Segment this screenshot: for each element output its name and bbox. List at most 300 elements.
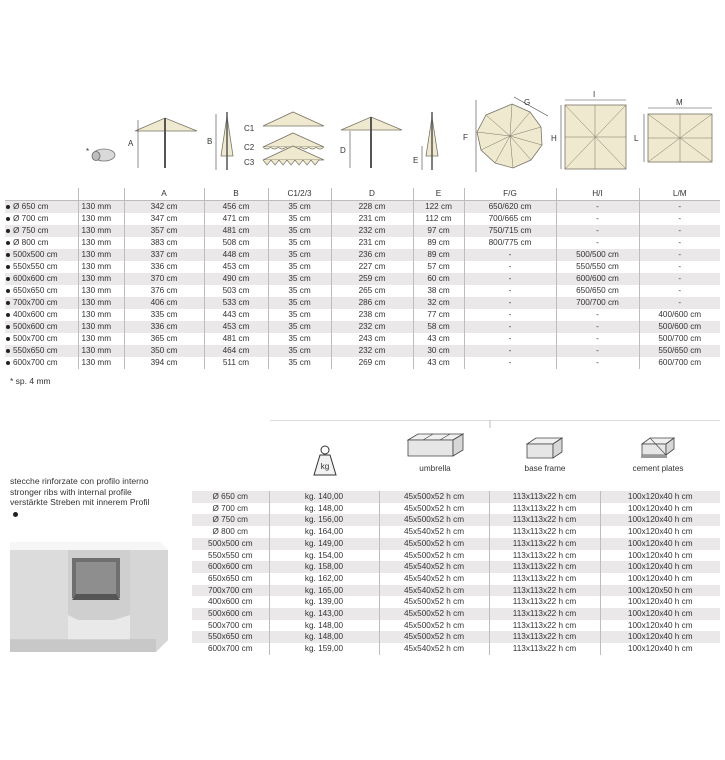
- cell-d: 232 cm: [331, 321, 413, 333]
- cell-model: [5, 237, 78, 249]
- cell-model: [5, 297, 78, 309]
- cell-umbrella-box: 45x500x52 h cm: [379, 631, 489, 643]
- model-label: 600x700 cm: [13, 358, 58, 367]
- col-header: [5, 188, 78, 201]
- cell-base-frame-box: 113x113x22 h cm: [489, 561, 600, 573]
- cell-cement-plates-box: 100x120x40 h cm: [600, 643, 720, 655]
- dimensions-row: [5, 225, 720, 237]
- dimensions-row: [5, 357, 720, 369]
- cell-c: 35 cm: [268, 273, 331, 285]
- cell-a: 370 cm: [124, 273, 204, 285]
- cell-fg: -: [464, 357, 556, 369]
- cell-umbrella-box: 45x500x52 h cm: [379, 596, 489, 608]
- cell-cement-plates-box: 100x120x40 h cm: [600, 538, 720, 550]
- col-header-fg: F/G: [464, 188, 556, 201]
- dimensions-header-row: [5, 188, 720, 201]
- cell-model: [5, 309, 78, 321]
- cell-c: 35 cm: [268, 261, 331, 273]
- cell-weight: kg. 148,00: [269, 503, 379, 515]
- col-header-c: C1/2/3: [268, 188, 331, 201]
- label-e: E: [413, 156, 419, 165]
- cell-d: 231 cm: [331, 237, 413, 249]
- star-note-label: *: [86, 147, 90, 156]
- cell-weight: kg. 165,00: [269, 585, 379, 597]
- cell-rib: 130 mm: [78, 297, 124, 309]
- model-label: Ø 750 cm: [13, 226, 49, 235]
- model-label: Ø 650 cm: [13, 202, 49, 211]
- cell-weight: kg. 148,00: [269, 631, 379, 643]
- cell-d: 236 cm: [331, 249, 413, 261]
- cell-model: Ø 800 cm: [212, 527, 248, 537]
- cell-c: 35 cm: [268, 321, 331, 333]
- cell-c: 35 cm: [268, 345, 331, 357]
- packaging-row: [192, 514, 720, 526]
- dimensions-row: [5, 309, 720, 321]
- cell-model: Ø 750 cm: [192, 514, 269, 526]
- cement-plates-pallet-icon: [633, 438, 684, 473]
- cell-fg: -: [464, 333, 556, 345]
- cell-a: 406 cm: [124, 297, 204, 309]
- cell-d: 231 cm: [331, 213, 413, 225]
- cell-weight: kg. 148,00: [269, 620, 379, 632]
- square-canopy-topview-diagram: [551, 90, 626, 169]
- cell-base-frame-box: 113x113x22 h cm: [489, 643, 600, 655]
- cell-b: 481 cm: [204, 333, 268, 345]
- cell-lm: -: [639, 237, 720, 249]
- cell-base-frame-box: 113x113x22 h cm: [489, 608, 600, 620]
- bullet-icon: [6, 241, 10, 245]
- cell-base-frame-box: 113x113x22 h cm: [489, 585, 600, 597]
- cell-lm: -: [639, 225, 720, 237]
- cell-hi: -: [556, 321, 639, 333]
- cell-umbrella-box: 45x540x52 h cm: [379, 561, 489, 573]
- packaging-row: [192, 503, 720, 515]
- cell-base-frame-box: 113x113x22 h cm: [489, 538, 600, 550]
- cell-c: 35 cm: [268, 333, 331, 345]
- cell-d: 265 cm: [331, 285, 413, 297]
- cell-cement-plates-box: 100x120x40 h cm: [600, 620, 720, 632]
- cell-d: 238 cm: [331, 309, 413, 321]
- cell-rib: 130 mm: [78, 357, 124, 369]
- packaging-row: [192, 631, 720, 643]
- cell-lm: 500/700 cm: [639, 333, 720, 345]
- cell-model: [5, 333, 78, 345]
- model-label: 500x700 cm: [13, 334, 58, 343]
- cell-cement-plates-box: 100x120x50 h cm: [600, 585, 720, 597]
- cell-hi: -: [556, 237, 639, 249]
- cell-model: [5, 321, 78, 333]
- packaging-row: [192, 538, 720, 550]
- cell-rib: 130 mm: [78, 285, 124, 297]
- cell-lm: -: [639, 249, 720, 261]
- label-g: G: [524, 98, 531, 107]
- cell-lm: -: [639, 297, 720, 309]
- cell-fg: 650/620 cm: [464, 201, 556, 214]
- cell-cement-plates-box: 100x120x40 h cm: [600, 550, 720, 562]
- cell-fg: -: [464, 249, 556, 261]
- packaging-row: [192, 620, 720, 632]
- cell-model: [5, 249, 78, 261]
- cell-a: 336 cm: [124, 321, 204, 333]
- cell-model: [5, 213, 78, 225]
- bullet-icon: [13, 512, 18, 517]
- cell-c: 35 cm: [268, 285, 331, 297]
- cell-b: 453 cm: [204, 321, 268, 333]
- cell-b: 448 cm: [204, 249, 268, 261]
- cell-rib: 130 mm: [78, 249, 124, 261]
- cell-cement-plates-box: 100x120x40 h cm: [600, 608, 720, 620]
- cell-model: [5, 285, 78, 297]
- cell-model: Ø 700 cm: [212, 503, 248, 513]
- cell-umbrella-box: 45x540x52 h cm: [379, 573, 489, 585]
- cell-rib: 130 mm: [78, 309, 124, 321]
- cell-umbrella-box: 45x500x52 h cm: [379, 608, 489, 620]
- cell-fg: -: [464, 273, 556, 285]
- cell-a: 335 cm: [124, 309, 204, 321]
- base-frame-label: base frame: [524, 464, 566, 473]
- cell-base-frame-box: 113x113x22 h cm: [489, 620, 600, 632]
- cell-c: 35 cm: [268, 297, 331, 309]
- valance-diagrams-c: [244, 112, 324, 167]
- label-b: B: [207, 137, 213, 146]
- cell-umbrella-box: 45x500x52 h cm: [379, 550, 489, 562]
- cell-fg: 700/665 cm: [464, 213, 556, 225]
- bullet-icon: [6, 337, 10, 341]
- cell-a: 365 cm: [124, 333, 204, 345]
- col-header-d: D: [331, 188, 413, 201]
- umbrella-box-icon: [408, 434, 463, 473]
- model-label: Ø 800 cm: [13, 238, 49, 247]
- packaging-row: [192, 573, 720, 585]
- cell-a: 383 cm: [124, 237, 204, 249]
- rib-detail-icon: [86, 147, 115, 161]
- cell-hi: 550/550 cm: [556, 261, 639, 273]
- cell-c: 35 cm: [268, 309, 331, 321]
- cell-cement-plates-box: 100x120x40 h cm: [600, 596, 720, 608]
- cell-cement-plates-box: 100x120x40 h cm: [600, 526, 720, 538]
- label-c2: C2: [244, 143, 255, 152]
- cell-umbrella-box: 45x500x52 h cm: [379, 503, 489, 515]
- cell-fg: -: [464, 285, 556, 297]
- umbrella-dimension-diagrams: [0, 0, 725, 175]
- cell-rib: 130 mm: [78, 213, 124, 225]
- cell-weight: kg. 139,00: [269, 596, 379, 608]
- bullet-icon: [6, 229, 10, 233]
- cell-c: 35 cm: [268, 213, 331, 225]
- cell-model: [5, 201, 78, 214]
- cell-hi: -: [556, 345, 639, 357]
- bullet-icon: [6, 289, 10, 293]
- cell-hi: -: [556, 333, 639, 345]
- label-i: I: [593, 90, 596, 99]
- cell-e: 122 cm: [413, 201, 464, 214]
- cell-base-frame-box: 113x113x22 h cm: [489, 573, 600, 585]
- bullet-icon: [6, 217, 10, 221]
- umbrella-label: umbrella: [419, 464, 451, 473]
- packaging-row: [192, 643, 720, 655]
- cell-rib: 130 mm: [78, 237, 124, 249]
- cell-base-frame-box: 113x113x22 h cm: [489, 631, 600, 643]
- cell-model: 600x600 cm: [192, 561, 269, 573]
- label-d: D: [340, 146, 346, 155]
- cell-c: 35 cm: [268, 237, 331, 249]
- cell-umbrella-box: 45x540x52 h cm: [379, 643, 489, 655]
- model-label: Ø 700 cm: [13, 214, 49, 223]
- model-label: 650x650 cm: [13, 286, 58, 295]
- cell-cement-plates-box: 100x120x40 h cm: [600, 573, 720, 585]
- rib-profile-image: [10, 520, 168, 665]
- model-label: 500x600 cm: [13, 322, 58, 331]
- dimensions-row: [5, 345, 720, 357]
- cell-fg: -: [464, 297, 556, 309]
- cell-lm: 550/650 cm: [639, 345, 720, 357]
- label-f: F: [463, 133, 468, 142]
- cell-e: 112 cm: [413, 213, 464, 225]
- cell-d: 227 cm: [331, 261, 413, 273]
- cell-weight: kg. 140,00: [269, 491, 379, 503]
- cell-cement-plates-box: 100x120x40 h cm: [600, 491, 720, 503]
- cell-rib: 130 mm: [78, 321, 124, 333]
- umbrella-side-diagram-d: [340, 117, 402, 168]
- cell-a: 347 cm: [124, 213, 204, 225]
- cell-fg: -: [464, 261, 556, 273]
- cell-weight: kg. 164,00: [269, 526, 379, 538]
- cell-weight: kg. 149,00: [269, 538, 379, 550]
- cell-e: 38 cm: [413, 285, 464, 297]
- cell-cement-plates-box: 100x120x40 h cm: [600, 631, 720, 643]
- cell-a: 376 cm: [124, 285, 204, 297]
- cell-e: 32 cm: [413, 297, 464, 309]
- bullet-icon: [6, 277, 10, 281]
- model-label: 400x600 cm: [13, 310, 58, 319]
- label-m: M: [676, 98, 683, 107]
- cell-fg: -: [464, 321, 556, 333]
- bullet-icon: [6, 301, 10, 305]
- cell-model: [5, 225, 78, 237]
- umbrella-side-diagram-a: [128, 118, 197, 168]
- cell-rib: 130 mm: [78, 345, 124, 357]
- cell-model: 550x650 cm: [192, 631, 269, 643]
- footnote: * sp. 4 mm: [10, 376, 51, 386]
- bullet-icon: [6, 313, 10, 317]
- cell-b: 503 cm: [204, 285, 268, 297]
- col-header: [78, 188, 124, 201]
- umbrella-closed-diagram-e: [413, 112, 438, 170]
- packaging-row: [192, 585, 720, 597]
- cell-weight: kg. 154,00: [269, 550, 379, 562]
- cell-base-frame-box: 113x113x22 h cm: [489, 550, 600, 562]
- cell-umbrella-box: 45x500x52 h cm: [379, 491, 489, 503]
- model-label: 550x550 cm: [13, 262, 58, 271]
- cell-e: 43 cm: [413, 357, 464, 369]
- cell-weight: kg. 159,00: [269, 643, 379, 655]
- cell-d: 232 cm: [331, 345, 413, 357]
- weight-icon-label: kg: [320, 462, 330, 471]
- ribs-note-line: stronger ribs with internal profile: [10, 486, 132, 497]
- cell-lm: -: [639, 285, 720, 297]
- cell-hi: 500/500 cm: [556, 249, 639, 261]
- cell-d: 232 cm: [331, 225, 413, 237]
- dimensions-row: [5, 333, 720, 345]
- cell-hi: -: [556, 225, 639, 237]
- cell-weight: kg. 156,00: [269, 514, 379, 526]
- cell-hi: 650/650 cm: [556, 285, 639, 297]
- dimensions-row: [5, 237, 720, 249]
- cell-d: 243 cm: [331, 333, 413, 345]
- cell-model: Ø 650 cm: [192, 491, 269, 503]
- bullet-icon: [6, 325, 10, 329]
- umbrella-closed-diagram-b: [207, 112, 233, 170]
- cell-weight: kg. 162,00: [269, 573, 379, 585]
- packaging-row: [192, 596, 720, 608]
- cell-cement-plates-box: 100x120x40 h cm: [600, 561, 720, 573]
- cell-hi: -: [556, 357, 639, 369]
- dimensions-row: [5, 273, 720, 285]
- cell-e: 43 cm: [413, 333, 464, 345]
- dimensions-row: [5, 213, 720, 225]
- dimensions-row: [5, 297, 720, 309]
- model-label: 700x700 cm: [13, 298, 58, 307]
- cell-b: 533 cm: [204, 297, 268, 309]
- cell-umbrella-box: 45x500x52 h cm: [379, 620, 489, 632]
- cell-umbrella-box: 45x540x52 h cm: [379, 585, 489, 597]
- col-header-e: E: [413, 188, 464, 201]
- cell-model: 400x600 cm: [207, 597, 253, 607]
- cell-d: 286 cm: [331, 297, 413, 309]
- cell-weight: kg. 158,00: [269, 561, 379, 573]
- cell-lm: -: [639, 201, 720, 214]
- packaging-row: [192, 526, 720, 538]
- cell-weight: kg. 143,00: [269, 608, 379, 620]
- cell-b: 481 cm: [204, 225, 268, 237]
- cell-d: 259 cm: [331, 273, 413, 285]
- ribs-note: [10, 476, 149, 508]
- cell-rib: 130 mm: [78, 225, 124, 237]
- label-l: L: [634, 134, 639, 143]
- packaging-row: [192, 561, 720, 573]
- cell-a: 336 cm: [124, 261, 204, 273]
- bullet-icon: [6, 349, 10, 353]
- bullet-icon: [6, 361, 10, 365]
- packaging-table: [192, 491, 720, 655]
- cell-e: 89 cm: [413, 249, 464, 261]
- cell-hi: 700/700 cm: [556, 297, 639, 309]
- dimensions-table: [5, 188, 720, 369]
- cell-b: 456 cm: [204, 201, 268, 214]
- cell-rib: 130 mm: [78, 201, 124, 214]
- cell-hi: -: [556, 201, 639, 214]
- cell-cement-plates-box: 100x120x40 h cm: [600, 514, 720, 526]
- bullet-icon: [6, 205, 10, 209]
- cell-model: [5, 273, 78, 285]
- cell-lm: 500/600 cm: [639, 321, 720, 333]
- cell-e: 30 cm: [413, 345, 464, 357]
- packaging-row: [192, 608, 720, 620]
- packaging-row: [192, 550, 720, 562]
- cell-lm: -: [639, 213, 720, 225]
- dimensions-row: [5, 201, 720, 214]
- dimensions-row: [5, 285, 720, 297]
- cell-b: 511 cm: [204, 357, 268, 369]
- cell-model: 550x550 cm: [207, 550, 253, 560]
- cell-e: 58 cm: [413, 321, 464, 333]
- cell-fg: 800/775 cm: [464, 237, 556, 249]
- cell-model: 700x700 cm: [192, 585, 269, 597]
- cell-fg: 750/715 cm: [464, 225, 556, 237]
- label-a: A: [128, 139, 134, 148]
- cell-model: 500x500 cm: [192, 538, 269, 550]
- ribs-note-line: stecche rinforzate con profilo interno: [10, 476, 149, 486]
- packaging-header: [270, 420, 720, 490]
- cell-a: 350 cm: [124, 345, 204, 357]
- cell-c: 35 cm: [268, 201, 331, 214]
- cell-base-frame-box: 113x113x22 h cm: [489, 503, 600, 515]
- cell-model: [5, 345, 78, 357]
- cell-b: 508 cm: [204, 237, 268, 249]
- cell-umbrella-box: 45x500x52 h cm: [379, 514, 489, 526]
- cell-model: 500x700 cm: [207, 620, 253, 630]
- bullet-icon: [6, 253, 10, 257]
- cell-e: 57 cm: [413, 261, 464, 273]
- cell-a: 337 cm: [124, 249, 204, 261]
- label-c3: C3: [244, 158, 255, 167]
- cell-e: 97 cm: [413, 225, 464, 237]
- cell-fg: -: [464, 309, 556, 321]
- cell-d: 228 cm: [331, 201, 413, 214]
- cell-e: 60 cm: [413, 273, 464, 285]
- cement-plates-label: cement plates: [632, 464, 684, 473]
- cell-b: 471 cm: [204, 213, 268, 225]
- cell-umbrella-box: 45x500x52 h cm: [379, 538, 489, 550]
- cell-a: 342 cm: [124, 201, 204, 214]
- cell-base-frame-box: 113x113x22 h cm: [489, 491, 600, 503]
- dimensions-row: [5, 261, 720, 273]
- rectangular-canopy-topview-diagram: [634, 98, 712, 162]
- cell-b: 464 cm: [204, 345, 268, 357]
- cell-a: 394 cm: [124, 357, 204, 369]
- dimensions-row: [5, 249, 720, 261]
- col-header-b: B: [204, 188, 268, 201]
- cell-hi: 600/600 cm: [556, 273, 639, 285]
- base-frame-box-icon: [525, 438, 566, 473]
- cell-rib: 130 mm: [78, 261, 124, 273]
- cell-base-frame-box: 113x113x22 h cm: [489, 514, 600, 526]
- model-label: 550x650 cm: [13, 346, 58, 355]
- bullet-icon: [6, 265, 10, 269]
- cell-rib: 130 mm: [78, 333, 124, 345]
- cell-b: 443 cm: [204, 309, 268, 321]
- cell-base-frame-box: 113x113x22 h cm: [489, 596, 600, 608]
- cell-e: 77 cm: [413, 309, 464, 321]
- weight-icon: [314, 446, 336, 475]
- ribs-note-line: verstärkte Streben mit innerem Profil: [10, 497, 150, 507]
- cell-c: 35 cm: [268, 357, 331, 369]
- cell-b: 490 cm: [204, 273, 268, 285]
- cell-rib: 130 mm: [78, 273, 124, 285]
- round-canopy-topview-diagram: [463, 97, 548, 172]
- cell-model: [5, 357, 78, 369]
- cell-base-frame-box: 113x113x22 h cm: [489, 526, 600, 538]
- packaging-row: [192, 491, 720, 503]
- col-header-lm: L/M: [639, 188, 720, 201]
- cell-fg: -: [464, 345, 556, 357]
- cell-model: [5, 261, 78, 273]
- cell-lm: -: [639, 261, 720, 273]
- cell-d: 269 cm: [331, 357, 413, 369]
- cell-hi: -: [556, 309, 639, 321]
- dimensions-row: [5, 321, 720, 333]
- label-c1: C1: [244, 124, 255, 133]
